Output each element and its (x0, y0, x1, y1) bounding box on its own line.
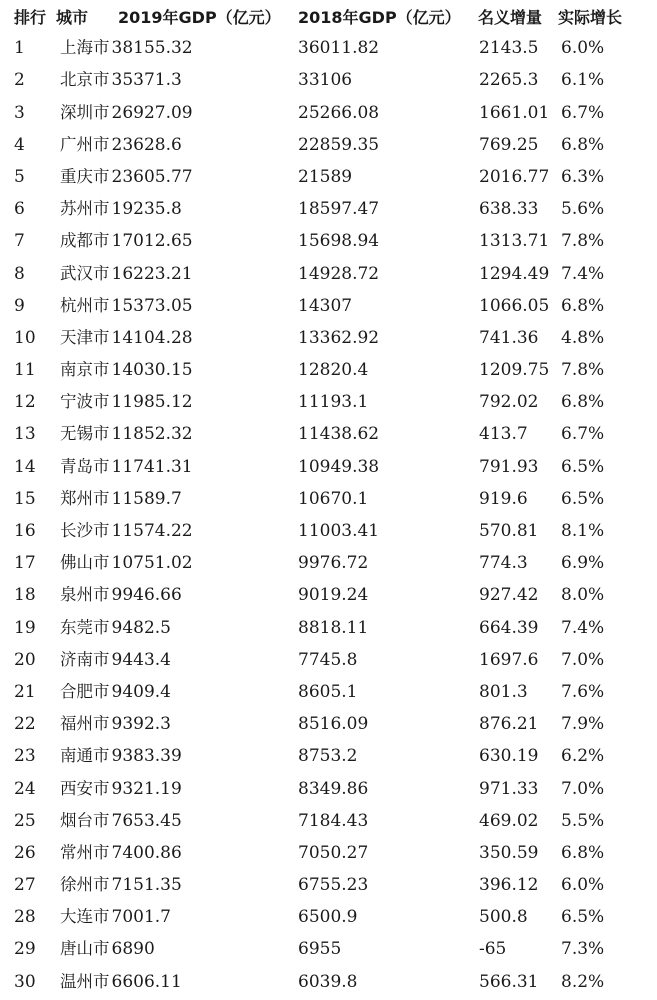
table-row (0, 451, 657, 483)
header-nominal-increase: 名义增量 (478, 8, 543, 27)
real-growth-value: 6.8% (561, 392, 605, 413)
table-row (0, 193, 657, 225)
city-name: 无锡市 (60, 424, 110, 444)
gdp-2019-value: 19235.8 (111, 199, 182, 220)
nominal-increase-value: 2265.3 (479, 70, 539, 91)
nominal-increase-value: 638.33 (479, 199, 539, 220)
table-row (0, 161, 657, 193)
gdp-2019-value: 26927.09 (111, 102, 193, 123)
city-name: 上海市 (60, 38, 110, 58)
real-growth-value: 5.6% (561, 199, 605, 220)
gdp-2019-value: 7653.45 (111, 810, 182, 831)
gdp-2019-value: 7001.7 (111, 907, 171, 928)
gdp-2018-value: 7745.8 (298, 649, 358, 670)
gdp-2018-value: 6500.9 (298, 907, 358, 928)
city-name: 苏州市 (60, 199, 110, 219)
gdp-2019-value: 11852.32 (111, 424, 193, 445)
real-growth-value: 6.9% (561, 553, 605, 574)
gdp-2018-value: 11438.62 (298, 424, 380, 445)
city-name: 北京市 (60, 70, 110, 90)
table-row (0, 483, 657, 515)
table-row (0, 547, 657, 579)
gdp-2018-value: 10949.38 (298, 456, 380, 477)
nominal-increase-value: 1697.6 (479, 649, 539, 670)
real-growth-value: 5.5% (561, 810, 605, 831)
rank-cell: 26 (14, 842, 36, 863)
nominal-increase-value: 1313.71 (479, 231, 550, 252)
real-growth-value: 6.8% (561, 842, 605, 863)
city-cell (60, 966, 182, 998)
gdp-2018-value: 7050.27 (298, 842, 369, 863)
nominal-increase-value: 927.42 (479, 585, 539, 606)
city-name: 成都市 (60, 231, 110, 251)
city-name: 重庆市 (60, 166, 110, 186)
city-cell (60, 483, 182, 515)
table-row (0, 740, 657, 772)
gdp-2018-value: 21589 (298, 166, 353, 187)
rank-cell: 15 (14, 488, 36, 509)
real-growth-value: 6.5% (561, 456, 605, 477)
city-cell (60, 193, 182, 225)
city-name: 泉州市 (60, 585, 110, 605)
gdp-2018-value: 8349.86 (298, 778, 369, 799)
city-cell (60, 773, 182, 805)
rank-cell: 17 (14, 553, 36, 574)
rank-cell: 10 (14, 327, 36, 348)
table-row (0, 225, 657, 257)
real-growth-value: 7.0% (561, 649, 605, 670)
nominal-increase-value: 1661.01 (479, 102, 550, 123)
real-growth-value: 6.7% (561, 102, 605, 123)
nominal-increase-value: 566.31 (479, 971, 539, 992)
real-growth-value: 6.3% (561, 166, 605, 187)
nominal-increase-value: 2143.5 (479, 38, 539, 59)
nominal-increase-value: 769.25 (479, 134, 539, 155)
city-name: 徐州市 (60, 875, 110, 895)
real-growth-value: 6.0% (561, 875, 605, 896)
rank-cell: 6 (14, 199, 25, 220)
real-growth-value: 6.5% (561, 488, 605, 509)
gdp-2018-value: 13362.92 (298, 327, 380, 348)
gdp-2018-value: 36011.82 (298, 38, 380, 59)
table-row (0, 869, 657, 901)
table-row (0, 354, 657, 386)
gdp-2018-value: 25266.08 (298, 102, 380, 123)
real-growth-value: 6.2% (561, 746, 605, 767)
real-growth-value: 4.8% (561, 327, 605, 348)
gdp-2018-value: 8753.2 (298, 746, 358, 767)
city-cell (60, 612, 171, 644)
nominal-increase-value: 774.3 (479, 553, 528, 574)
table-row (0, 966, 657, 998)
nominal-increase-value: 1209.75 (479, 360, 550, 381)
gdp-2018-value: 11193.1 (298, 392, 369, 413)
rank-cell: 25 (14, 810, 36, 831)
rank-cell: 21 (14, 681, 36, 702)
rank-cell: 20 (14, 649, 36, 670)
gdp-2019-value: 9482.5 (111, 617, 171, 638)
nominal-increase-value: 1066.05 (479, 295, 550, 316)
table-row (0, 386, 657, 418)
table-row (0, 418, 657, 450)
rank-cell: 2 (14, 70, 25, 91)
header-rank: 排行 (14, 8, 47, 27)
city-cell (60, 418, 193, 450)
gdp-2019-value: 6606.11 (111, 971, 182, 992)
real-growth-value: 6.5% (561, 907, 605, 928)
gdp-2018-value: 8605.1 (298, 681, 358, 702)
gdp-2018-value: 12820.4 (298, 360, 369, 381)
nominal-increase-value: 971.33 (479, 778, 539, 799)
gdp-2019-value: 10751.02 (111, 553, 193, 574)
nominal-increase-value: 500.8 (479, 907, 528, 928)
city-cell (60, 161, 193, 193)
rank-cell: 5 (14, 166, 25, 187)
city-name: 唐山市 (60, 939, 110, 959)
nominal-increase-value: 919.6 (479, 488, 528, 509)
nominal-increase-value: 469.02 (479, 810, 539, 831)
real-growth-value: 7.3% (561, 939, 605, 960)
city-cell (60, 644, 171, 676)
real-growth-value: 6.8% (561, 295, 605, 316)
city-name: 南通市 (60, 746, 110, 766)
table-row (0, 322, 657, 354)
city-name: 宁波市 (60, 392, 110, 412)
city-cell (60, 901, 171, 933)
table-row (0, 579, 657, 611)
table-row (0, 612, 657, 644)
gdp-2019-value: 7400.86 (111, 842, 182, 863)
city-name: 西安市 (60, 778, 110, 798)
real-growth-value: 7.0% (561, 778, 605, 799)
table-row (0, 129, 657, 161)
gdp-2019-value: 14104.28 (111, 327, 193, 348)
gdp-2019-value: 23628.6 (111, 134, 182, 155)
city-cell (60, 740, 182, 772)
gdp-2018-value: 15698.94 (298, 231, 380, 252)
gdp-2019-value: 16223.21 (111, 263, 193, 284)
city-cell (60, 290, 193, 322)
table-row (0, 644, 657, 676)
city-name: 常州市 (60, 842, 110, 862)
nominal-increase-value: 791.93 (479, 456, 539, 477)
city-name: 长沙市 (60, 521, 110, 540)
nominal-increase-value: 792.02 (479, 392, 539, 413)
real-growth-value: 6.1% (561, 70, 605, 91)
city-cell (60, 64, 182, 96)
gdp-2019-value: 9392.3 (111, 714, 171, 735)
gdp-2019-value: 7151.35 (111, 875, 182, 896)
rank-cell: 11 (14, 360, 36, 381)
rank-cell: 3 (14, 102, 25, 123)
rank-cell: 27 (14, 875, 36, 896)
city-name: 佛山市 (60, 553, 110, 573)
rank-cell: 4 (14, 134, 25, 155)
nominal-increase-value: 876.21 (479, 714, 539, 735)
gdp-2019-value: 14030.15 (111, 360, 193, 381)
gdp-2018-value: 22859.35 (298, 134, 380, 155)
gdp-2019-value: 9409.4 (111, 681, 171, 702)
rank-cell: 22 (14, 714, 36, 735)
table-row (0, 837, 657, 869)
table-row (0, 676, 657, 708)
real-growth-value: 6.7% (561, 424, 605, 445)
rank-cell: 8 (14, 263, 25, 284)
city-cell (60, 708, 171, 740)
table-row (0, 708, 657, 740)
real-growth-value: 7.8% (561, 360, 605, 381)
gdp-2018-value: 8818.11 (298, 617, 369, 638)
rank-cell: 30 (14, 971, 36, 992)
gdp-2018-value: 14928.72 (298, 263, 380, 284)
table-header-row (0, 0, 657, 32)
header-gdp-2018: 2018年GDP（亿元） (298, 8, 461, 27)
city-cell (60, 676, 171, 708)
real-growth-value: 7.9% (561, 714, 605, 735)
gdp-2019-value: 9443.4 (111, 649, 171, 670)
city-cell (60, 805, 182, 837)
table-row (0, 901, 657, 933)
header-gdp-2019: 2019年GDP（亿元） (118, 8, 281, 27)
nominal-increase-value: 801.3 (479, 681, 528, 702)
gdp-2019-value: 11574.22 (111, 521, 193, 541)
gdp-2018-value: 6955 (298, 939, 342, 960)
gdp-2019-value: 9946.66 (111, 585, 182, 606)
city-cell (60, 322, 193, 354)
rank-cell: 7 (14, 231, 25, 252)
table-row (0, 773, 657, 805)
city-cell (60, 547, 193, 579)
table-row (0, 64, 657, 96)
city-cell (60, 579, 182, 611)
city-cell (60, 386, 193, 418)
city-name: 青岛市 (60, 456, 110, 476)
rank-cell: 29 (14, 939, 36, 960)
city-name: 郑州市 (60, 488, 110, 508)
rank-cell: 28 (14, 907, 36, 928)
header-real-growth: 实际增长 (558, 8, 623, 27)
gdp-2018-value: 9976.72 (298, 553, 369, 574)
gdp-2018-value: 33106 (298, 70, 353, 91)
rank-cell: 24 (14, 778, 36, 799)
city-name: 天津市 (60, 327, 110, 347)
nominal-increase-value: 1294.49 (479, 263, 550, 284)
city-cell (60, 97, 193, 129)
real-growth-value: 7.4% (561, 263, 605, 284)
gdp-2018-value: 11003.41 (298, 521, 380, 541)
city-name: 济南市 (60, 649, 110, 669)
gdp-2019-value: 11589.7 (111, 488, 182, 509)
gdp-2018-value: 14307 (298, 295, 353, 316)
city-name: 武汉市 (60, 263, 110, 283)
gdp-2018-value: 9019.24 (298, 585, 369, 606)
city-cell (60, 451, 193, 483)
gdp-2019-value: 38155.32 (111, 38, 193, 59)
gdp-2019-value: 9321.19 (111, 778, 182, 799)
table-row (0, 805, 657, 837)
table-body (0, 32, 657, 998)
gdp-2018-value: 10670.1 (298, 488, 369, 509)
real-growth-value: 6.0% (561, 38, 605, 59)
rank-cell: 16 (14, 521, 36, 541)
gdp-2019-value: 9383.39 (111, 746, 182, 767)
rank-cell: 12 (14, 392, 36, 413)
rank-cell: 23 (14, 746, 36, 767)
nominal-increase-value: -65 (479, 939, 507, 960)
nominal-increase-value: 413.7 (479, 424, 528, 445)
table-row (0, 258, 657, 290)
real-growth-value: 6.8% (561, 134, 605, 155)
gdp-2018-value: 7184.43 (298, 810, 369, 831)
rank-cell: 13 (14, 424, 36, 445)
real-growth-value: 8.2% (561, 971, 605, 992)
gdp-2018-value: 8516.09 (298, 714, 369, 735)
header-city: 城市 (56, 8, 89, 27)
city-name: 烟台市 (60, 810, 110, 830)
city-name: 合肥市 (60, 681, 110, 701)
city-name: 杭州市 (60, 295, 110, 315)
nominal-increase-value: 664.39 (479, 617, 539, 638)
gdp-2019-value: 35371.3 (111, 70, 182, 91)
city-name: 福州市 (60, 714, 110, 734)
city-name: 温州市 (60, 971, 110, 991)
gdp-2018-value: 18597.47 (298, 199, 380, 220)
city-name: 大连市 (60, 907, 110, 927)
table-row (0, 32, 657, 64)
city-cell (60, 32, 193, 64)
rank-cell: 19 (14, 617, 36, 638)
gdp-2019-value: 17012.65 (111, 231, 193, 252)
table-row (0, 933, 657, 965)
gdp-2018-value: 6039.8 (298, 971, 358, 992)
city-cell (60, 933, 155, 965)
gdp-2019-value: 11741.31 (111, 456, 193, 477)
city-name: 广州市 (60, 134, 110, 154)
gdp-2019-value: 6890 (111, 939, 155, 960)
real-growth-value: 7.4% (561, 617, 605, 638)
gdp-2019-value: 11985.12 (111, 392, 193, 413)
city-name: 南京市 (60, 360, 110, 380)
city-name: 东莞市 (60, 617, 110, 637)
city-cell (60, 837, 182, 869)
rank-cell: 14 (14, 456, 36, 477)
gdp-2019-value: 23605.77 (111, 166, 193, 187)
real-growth-value: 7.8% (561, 231, 605, 252)
city-cell (60, 515, 193, 547)
nominal-increase-value: 396.12 (479, 875, 539, 896)
gdp-2019-value: 15373.05 (111, 295, 193, 316)
real-growth-value: 8.0% (561, 585, 605, 606)
nominal-increase-value: 741.36 (479, 327, 539, 348)
city-cell (60, 354, 193, 386)
nominal-increase-value: 570.81 (479, 521, 539, 541)
real-growth-value: 8.1% (561, 521, 605, 541)
city-cell (60, 129, 182, 161)
nominal-increase-value: 2016.77 (479, 166, 550, 187)
city-name: 深圳市 (60, 102, 110, 122)
nominal-increase-value: 630.19 (479, 746, 539, 767)
table-row (0, 290, 657, 322)
real-growth-value: 7.6% (561, 681, 605, 702)
rank-cell: 1 (14, 38, 25, 59)
city-cell (60, 869, 182, 901)
table-row (0, 97, 657, 129)
city-cell (60, 225, 193, 257)
rank-cell: 18 (14, 585, 36, 606)
gdp-2018-value: 6755.23 (298, 875, 369, 896)
rank-cell: 9 (14, 295, 25, 316)
nominal-increase-value: 350.59 (479, 842, 539, 863)
city-cell (60, 258, 193, 290)
table-row (0, 515, 657, 547)
